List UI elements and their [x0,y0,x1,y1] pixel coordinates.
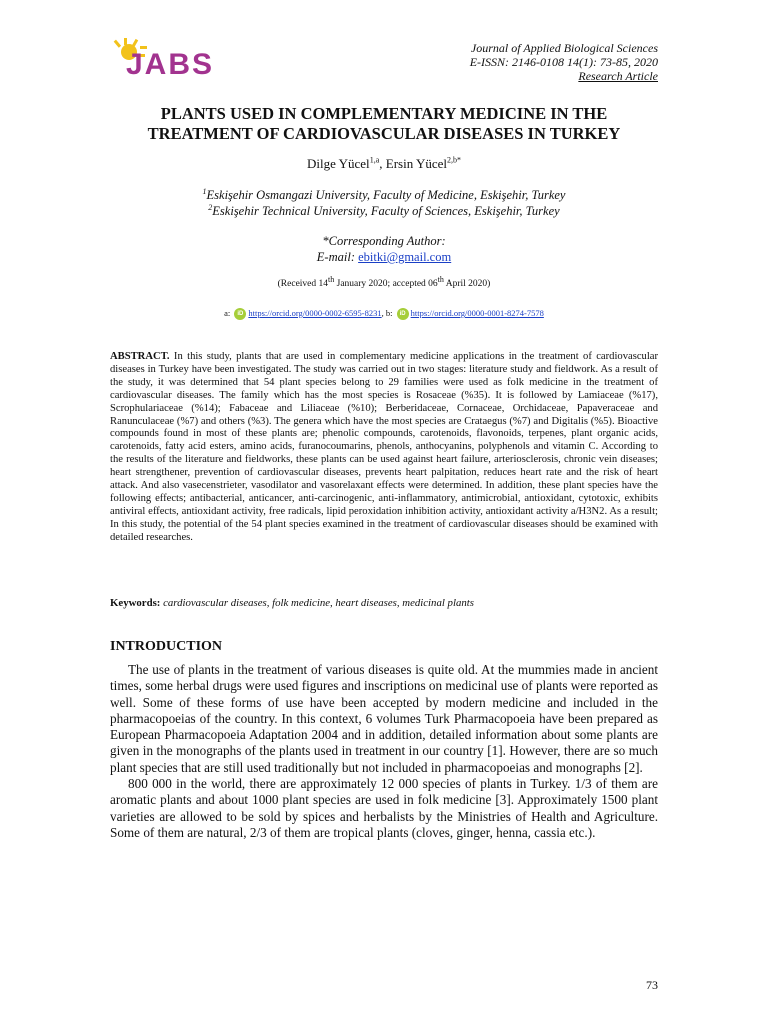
author-2-name: Ersin Yücel [385,156,447,171]
orcid-a-icon: iD [234,308,246,320]
received-middle: January 2020; accepted 06 [334,279,438,289]
affiliations [100,187,668,219]
page-number: 73 [646,978,658,992]
received-prefix: (Received 14 [277,279,329,289]
author-separator: , [379,156,386,171]
affiliation-1-sup: 1 [202,186,207,196]
keywords-text: cardiovascular diseases, folk medicine, heart diseases, medicinal plants [163,597,474,609]
orcid-a-label: a: [224,308,233,318]
received-suffix: April 2020) [443,279,491,289]
corresponding-label: *Corresponding Author: [322,234,446,248]
author-1-name: Dilge Yücel [306,156,370,171]
affiliation-1-text: Eskişehir Osmangazi University, Faculty of Medicine, Eskişehir, Turkey [206,188,566,202]
author-2-sup: 2,b* [447,155,461,165]
orcid-b-link[interactable]: https://orcid.org/0000-0001-8274-7578 [410,308,544,318]
email-link[interactable]: ebitki@gmail.com [358,250,452,264]
orcid-b-label: , b: [381,308,395,318]
author-list [100,156,668,172]
author-1-sup: 1,a [369,155,380,165]
jabs-logo [112,38,262,78]
abstract [110,351,658,545]
received-sup-2: th [437,274,444,284]
introduction-body [110,662,658,841]
article-title [100,104,668,144]
email-label: E-mail: [316,250,359,264]
journal-name: Journal of Applied Biological Sciences [470,41,658,55]
journal-issn: E-ISSN: 2146-0108 14(1): 73-85, 2020 [469,55,658,69]
intro-paragraph-2: 800 000 in the world, there are approximately 12 000 species of plants in Turkey. 1/3 of them are aromatic plants and about 1000 plant species are used in folk medicine [3]. Approximately 1500 plant varieties are allowed to be sold by spices and herbalists by the Ministries of Health and Agriculture. Some of them are natural, 2/3 of them are tropical plants (cloves, ginger, henna, cassia etc.). [110,776,658,840]
affiliation-2-sup: 2 [208,202,213,212]
abstract-text: In this study, plants that are used in complementary medicine applications in the treatment of cardiovascular diseases in Turkey have been investigated. The study was carried out in two stages: literature study and fieldwork. As a result of the study, it was determined that 54 plant species belong to 29 families were used as folk medicine in the treatment of cardiovascular diseases. The family which has the most species is Rosaceae (%35). It is followed by Lamiaceae (%17), Scrophulariaceae (%14); Fabaceae and Liliaceae (%10); Berberidaceae, Cornaceae, Orchidaceae, Papaveraceae and Ranunculaceae (%7) and others (%3). The genera which have the most species are Crataegus (%7) and Digitalis (%5). Bioactive compounds found in most of these plants are; phenolic compounds, carotenoids, flavonoids, terpenes, plant organic acids, carotenoids, fatty acid esters, amino acids, furanocoumarins, phenols, anthocyanins, polyphenols and vitamin C. According to the results of the literature and fieldworks, these plants can be used against heart failure, arteriosclerosis, chronic vein diseases; heart strengthener, prevention of cardiovascular diseases, prevents heart palpitation, reduces heart rate and the risk of heart attack. And also vasecenstrieter, vasodilator and vasorelaxant effects were determined. In addition, these plant species have the following effects; antibacterial, anticancer, anti-carcinogenic, anti-inflammatory, antimicrobial, antioxidant, cytotoxic, exhibits antiviral effects, antioxidant activity, free radicals, lipid peroxidation inhibition activity, antioxidant activity a/H3N2. As a result; In this study, the potential of the 54 plant species examined in the treatment of cardiovascular diseases should be examined with detailed researches. [110,351,658,543]
intro-paragraph-1: The use of plants in the treatment of various diseases is quite old. At the mummies made in ancient times, some herbal drugs were used figures and inscriptions on medicinal use of plants were reported as well. Some of these forms of use have been accepted by modern medicine and included in the pharmacopoeias of the country. In this context, 6 volumes Turk Pharmacopoeia have been prepared as European Pharmacopoeia Adaptation 2004 and in addition, detailed information about some plants are given in the monographs of the plants used in treatment in our country [1]. However, there are so much plant species that are still used traditionally but not included in pharmacopoeias and monographs [2]. [110,662,658,775]
corresponding-author [100,233,668,265]
affiliation-1 [100,187,668,203]
email-line [100,249,668,265]
abstract-label: ABSTRACT. [110,351,170,362]
article-type: Research Article [578,69,658,83]
logo-text: JABS [126,48,215,78]
keywords-label: Keywords: [110,597,161,609]
keywords [110,597,658,610]
received-dates [100,274,668,289]
title-line-1: PLANTS USED IN COMPLEMENTARY MEDICINE IN THE [160,104,608,123]
journal-info [470,41,658,83]
affiliation-2-text: Eskişehir Technical University, Faculty of Sciences, Eskişehir, Turkey [212,204,560,218]
affiliation-2 [100,203,668,219]
title-line-2: TREATMENT OF CARDIOVASCULAR DISEASES IN TURKEY [147,124,621,143]
introduction-heading: INTRODUCTION [110,639,223,654]
orcid-b-icon: iD [397,308,409,320]
orcid-a-link[interactable]: https://orcid.org/0000-0002-6595-8231 [248,308,382,318]
received-sup-1: th [328,274,335,284]
orcid-line [100,306,668,320]
